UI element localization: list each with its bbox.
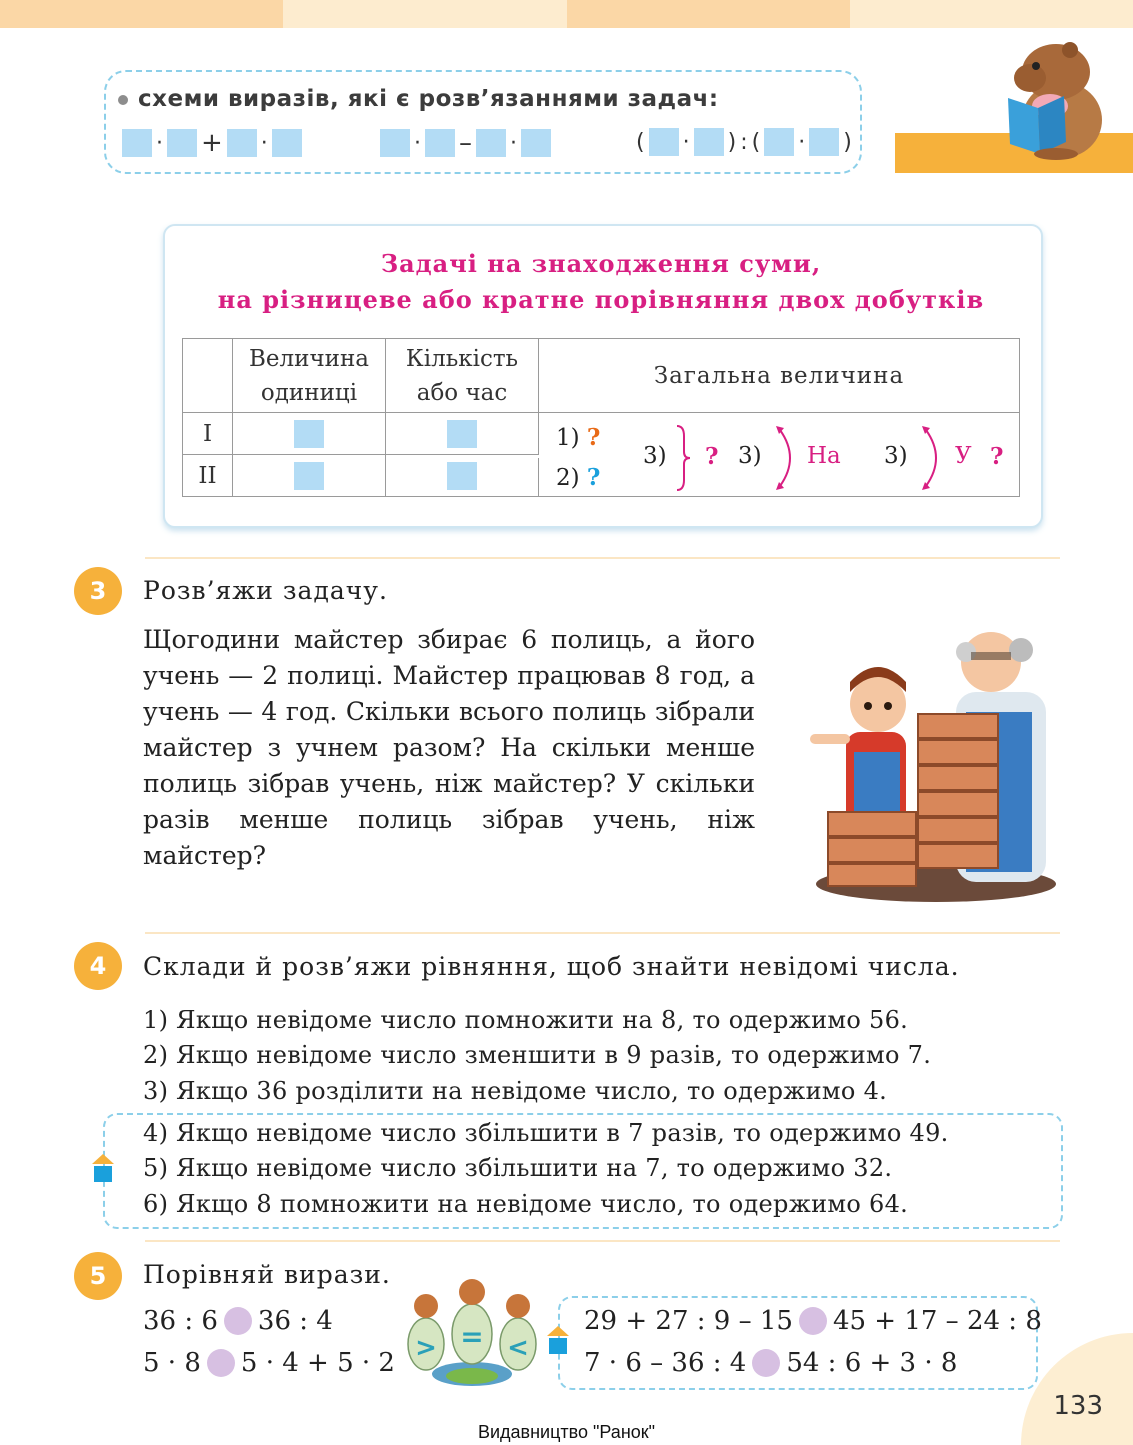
task5-heading: Порівняй вирази. (143, 1260, 391, 1289)
scheme-table (182, 338, 1020, 497)
blank-square (294, 462, 324, 490)
equation-item-2: 2) Якщо невідоме число зменшити в 9 разів, то одержимо 7. (143, 1041, 932, 1069)
top-band-4 (850, 0, 1133, 28)
step-2: 2) ? (556, 464, 601, 491)
equation-item-1: 1) Якщо невідоме число помножити на 8, то одержимо 56. (143, 1006, 909, 1034)
blank-square (447, 420, 477, 448)
blank-square (521, 129, 551, 157)
task3-text: Щогодини майстер збирає 6 полиць, а його учень — 2 полиці. Майстер працював 8 год, а учень — 4 год. Скільки всього полиць зібрали майстер з учнем разом? На скільки менше полиць зібрав учень, ніж майстер? У скільки разів менше полиць зібрав учень, ніж майстер? (143, 625, 755, 870)
top-band-2 (283, 0, 567, 28)
house-level-icon (92, 1154, 114, 1184)
sign-less: < (507, 1333, 529, 1363)
separator (145, 932, 1060, 934)
operator: · (798, 129, 806, 155)
house-level-icon (547, 1326, 569, 1356)
comparison-left-2: 5 · 8 5 · 4 + 5 · 2 (143, 1348, 395, 1378)
row-label-2: II (183, 455, 233, 497)
sum-question: ? (705, 443, 719, 470)
cell-blank (233, 455, 386, 497)
arc-arrow-icon (918, 424, 946, 492)
diff-step: 3) (738, 443, 762, 469)
compare-circle[interactable] (799, 1307, 827, 1335)
blank-square (167, 129, 197, 157)
table-corner-cell (183, 339, 233, 413)
separator (145, 557, 1060, 559)
operator: · (260, 130, 268, 156)
schema-expression-2 (380, 128, 551, 158)
header-count-time: Кількість або час (386, 339, 539, 413)
operator: · (156, 130, 163, 156)
blank-square (809, 128, 839, 156)
blank-square (272, 129, 302, 157)
blank-square (764, 128, 794, 156)
equation-item-6: 6) Якщо 8 помножити на невідоме число, то одержимо 64. (143, 1190, 909, 1218)
brace-icon (674, 424, 692, 492)
compare-circle[interactable] (752, 1349, 780, 1377)
page-number: 133 (1053, 1391, 1103, 1421)
blank-square (425, 129, 455, 157)
top-band-3 (567, 0, 850, 28)
cell-blank (233, 413, 386, 455)
master-and-apprentice-illustration (806, 622, 1056, 904)
blank-square (122, 129, 152, 157)
bullet-icon (118, 95, 128, 105)
cell-blank (386, 413, 539, 455)
paren: ) (843, 129, 852, 155)
blank-square (447, 462, 477, 490)
sign-equal: = (460, 1320, 484, 1353)
sign-greater: > (415, 1333, 437, 1363)
top-band-1 (0, 0, 283, 28)
operator: + (201, 128, 223, 158)
step-1: 1) ? (556, 424, 601, 451)
card-title-line1: Задачі на знаходження суми, (380, 249, 822, 278)
schema-title: схеми виразів, які є розв’язаннями задач: (118, 86, 719, 112)
comparison-right-1: 29 + 27 : 9 – 15 45 + 17 – 24 : 8 (584, 1306, 1042, 1336)
divider-white (538, 455, 624, 458)
row-label-1: I (183, 413, 233, 455)
comparison-left-1: 36 : 6 36 : 4 (143, 1306, 333, 1336)
ratio-question: ? (990, 443, 1004, 470)
schema-expression-3 (636, 128, 852, 156)
paren: ( (636, 129, 645, 155)
cell-blank (386, 455, 539, 497)
sum-step: 3) (643, 443, 667, 469)
header-total-value: Загальна величина (539, 339, 1020, 413)
task-number-5: 5 (74, 1252, 122, 1300)
capybara-reading-icon (1000, 36, 1110, 161)
task-number-4: 4 (74, 942, 122, 990)
operator: · (414, 130, 421, 156)
diff-word: На (807, 443, 841, 469)
blank-square (294, 420, 324, 448)
operator: · (682, 129, 690, 155)
paren: ) (727, 129, 737, 155)
equation-item-4: 4) Якщо невідоме число збільшити в 7 разів, то одержимо 49. (143, 1119, 949, 1147)
operator: – (459, 128, 472, 158)
comparison-right-2: 7 · 6 – 36 : 4 54 : 6 + 3 · 8 (584, 1348, 958, 1378)
operator: : (740, 129, 748, 155)
publisher-footer: Видавництво "Ранок" (477, 1422, 656, 1442)
compare-circle[interactable] (207, 1349, 235, 1377)
ratio-word: У (955, 443, 972, 469)
blank-square (694, 128, 724, 156)
paren: ( (751, 129, 761, 155)
compare-circle[interactable] (224, 1307, 252, 1335)
blank-square (649, 128, 679, 156)
blank-square (227, 129, 257, 157)
blank-square (476, 129, 506, 157)
blank-square (380, 129, 410, 157)
header-unit-value: Величина одиниці (233, 339, 386, 413)
equation-item-3: 3) Якщо 36 розділити на невідоме число, то одержимо 4. (143, 1077, 888, 1105)
task4-heading: Склади й розв’яжи рівняння, щоб знайти невідомі числа. (143, 952, 960, 981)
operator: · (510, 130, 517, 156)
card-title-line2: на різницеве або кратне порівняння двох добутків (217, 285, 985, 314)
task-number-3: 3 (74, 567, 122, 615)
comparison-signs-illustration (404, 1276, 540, 1388)
ratio-step: 3) (884, 443, 908, 469)
equation-item-5: 5) Якщо невідоме число збільшити на 7, то одержимо 32. (143, 1154, 893, 1182)
arc-arrow-icon (772, 424, 800, 492)
task3-heading: Розв’яжи задачу. (143, 576, 388, 605)
schema-expression-1 (122, 128, 302, 158)
separator (145, 1240, 1060, 1242)
